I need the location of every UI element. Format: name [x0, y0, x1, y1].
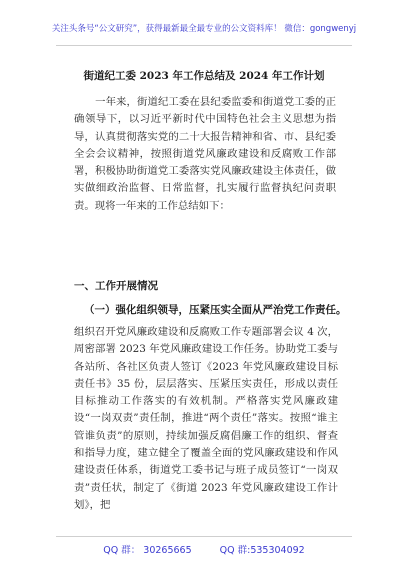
footer-divider [56, 536, 352, 537]
footer [0, 542, 408, 556]
qq-group-2: QQ 群:535304092 [219, 545, 305, 556]
promo-banner: 关注头条号“公文研究”，获得最新最全最专业的公文资料库！ 微信：gongwenyj [51, 24, 357, 34]
header-divider [56, 45, 352, 46]
subsection-body: 组织召开党风廉政建设和反腐败工作专题部署会议 4 次，周密部署 2023 年党风廉政建设工作任务。协助党工委与各站所、各社区负责人签订《2023 年党风廉政建设目标责任书》35 份，层层落实、压紧压实责任，形成以责任目标推动工作落实的有效机制。严格落实党风廉政建设“一岗双责”责任制，推进“两个责任”落实。按照“谁主管谁负责”的原则，持续加强反腐倡廉工作的组织、督查和指导力度，建立健全了覆盖全面的党风廉政建设和作风建设责任体系，街道党工委书记与班子成员签订“一岗双责”责任状，制定了《街道 2023 年党风廉政建设工作计划》，把 [74, 326, 338, 511]
document-title: 街道纪工委 2023 年工作总结及 2024 年工作计划 [83, 70, 325, 82]
subsection-heading [74, 302, 347, 317]
intro-paragraph [74, 94, 336, 215]
intro-text: 一年来，街道纪工委在县纪委监委和街道党工委的正确领导下，以习近平新时代中国特色社会主义思想为指导，认真贯彻落实党的二十大报告精神和省、市、县纪委全会会议精神，按照街道党风廉政建设和反腐败工作部署，积极协助街道党工委落实党风廉政建设主体责任，做实做细政治监督、日常监督，扎实履行监督执纪问责职责。现将一年来的工作总结如下： [74, 96, 336, 212]
subsection-heading-text: （一）强化组织领导，压紧压实全面从严治党工作责任。 [84, 304, 347, 316]
qq-group-1: QQ 群： 30265665 [103, 545, 192, 556]
section-heading: 一、工作开展情况 [74, 280, 158, 292]
